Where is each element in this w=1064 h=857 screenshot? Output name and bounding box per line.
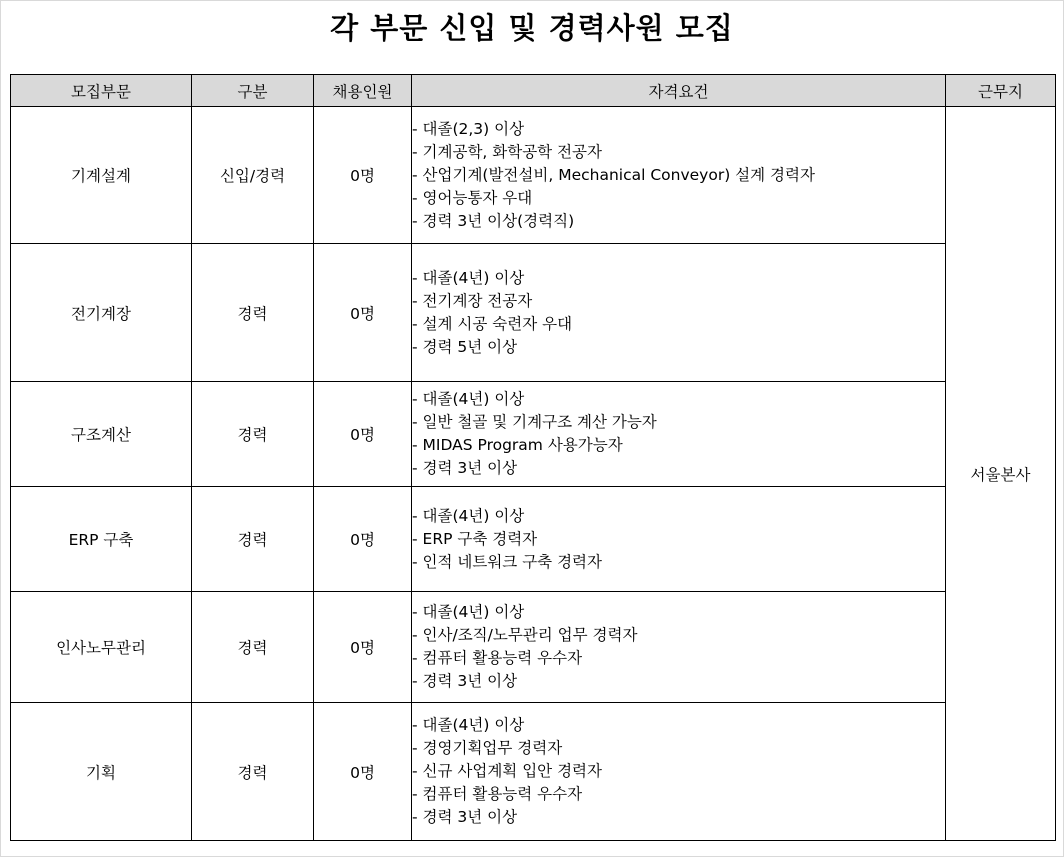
location-cell: 서울본사: [946, 107, 1056, 841]
requirement-item: - 경력 3년 이상: [412, 459, 518, 477]
headcount-cell: 0명: [314, 487, 412, 592]
header-requirements: 자격요건: [412, 75, 946, 107]
requirement-item: - 대졸(4년) 이상: [412, 603, 525, 621]
header-type: 구분: [192, 75, 314, 107]
type-cell: 경력: [192, 592, 314, 703]
requirements-cell: [412, 703, 946, 841]
requirement-item: - 경력 3년 이상(경력직): [412, 211, 575, 230]
table-row: [11, 382, 1056, 487]
requirement-item: - 대졸(4년) 이상: [412, 716, 525, 734]
department-cell: 전기계장: [11, 244, 192, 382]
table-row: [11, 592, 1056, 703]
requirement-item: - 영어능통자 우대: [412, 188, 533, 207]
table-row: [11, 703, 1056, 841]
headcount-cell: 0명: [314, 107, 412, 244]
table-row: [11, 107, 1056, 244]
requirements-cell: [412, 382, 946, 487]
requirement-item: - 대졸(4년) 이상: [412, 506, 525, 525]
requirement-item: - MIDAS Program 사용가능자: [412, 436, 623, 454]
headcount-cell: 0명: [314, 592, 412, 703]
header-headcount: 채용인원: [314, 75, 412, 107]
requirement-item: - 컴퓨터 활용능력 우수자: [412, 649, 583, 667]
page-title: 각 부문 신입 및 경력사원 모집: [330, 11, 734, 45]
type-cell: 경력: [192, 244, 314, 382]
department-cell: ERP 구축: [11, 487, 192, 592]
table-header-row: [11, 75, 1056, 107]
requirement-item: - 경력 3년 이상: [412, 672, 518, 690]
type-cell: 신입/경력: [192, 107, 314, 244]
department-cell: 구조계산: [11, 382, 192, 487]
requirement-item: - 대졸(4년) 이상: [412, 268, 525, 287]
requirement-item: - 경력 5년 이상: [412, 337, 518, 356]
type-cell: 경력: [192, 382, 314, 487]
requirement-item: - 설계 시공 숙련자 우대: [412, 314, 573, 333]
requirement-item: - 기계공학, 화학공학 전공자: [412, 142, 603, 161]
requirement-item: - 신규 사업계획 입안 경력자: [412, 762, 603, 780]
requirements-cell: [412, 244, 946, 382]
department-cell: 기계설계: [11, 107, 192, 244]
header-location: 근무지: [946, 75, 1056, 107]
requirement-item: - ERP 구축 경력자: [412, 529, 538, 548]
requirement-item: - 경력 3년 이상: [412, 808, 518, 826]
requirement-item: - 경영기획업무 경력자: [412, 739, 563, 757]
department-cell: 인사노무관리: [11, 592, 192, 703]
requirements-cell: [412, 107, 946, 244]
requirement-item: - 일반 철골 및 기계구조 계산 가능자: [412, 413, 657, 431]
type-cell: 경력: [192, 487, 314, 592]
type-cell: 경력: [192, 703, 314, 841]
table-row: [11, 487, 1056, 592]
requirement-item: - 인적 네트워크 구축 경력자: [412, 552, 603, 571]
table-row: [11, 244, 1056, 382]
department-cell: 기획: [11, 703, 192, 841]
requirements-cell: [412, 487, 946, 592]
header-department: 모집부문: [11, 75, 192, 107]
requirements-cell: [412, 592, 946, 703]
recruitment-table: [10, 74, 1056, 841]
headcount-cell: 0명: [314, 244, 412, 382]
headcount-cell: 0명: [314, 703, 412, 841]
headcount-cell: 0명: [314, 382, 412, 487]
requirement-item: - 전기계장 전공자: [412, 291, 533, 310]
requirement-item: - 인사/조직/노무관리 업무 경력자: [412, 626, 638, 644]
requirement-item: - 산업기계(발전설비, Mechanical Conveyor) 설계 경력자: [412, 165, 815, 184]
requirement-item: - 컴퓨터 활용능력 우수자: [412, 785, 583, 803]
requirement-item: - 대졸(2,3) 이상: [412, 119, 525, 138]
requirement-item: - 대졸(4년) 이상: [412, 390, 525, 408]
